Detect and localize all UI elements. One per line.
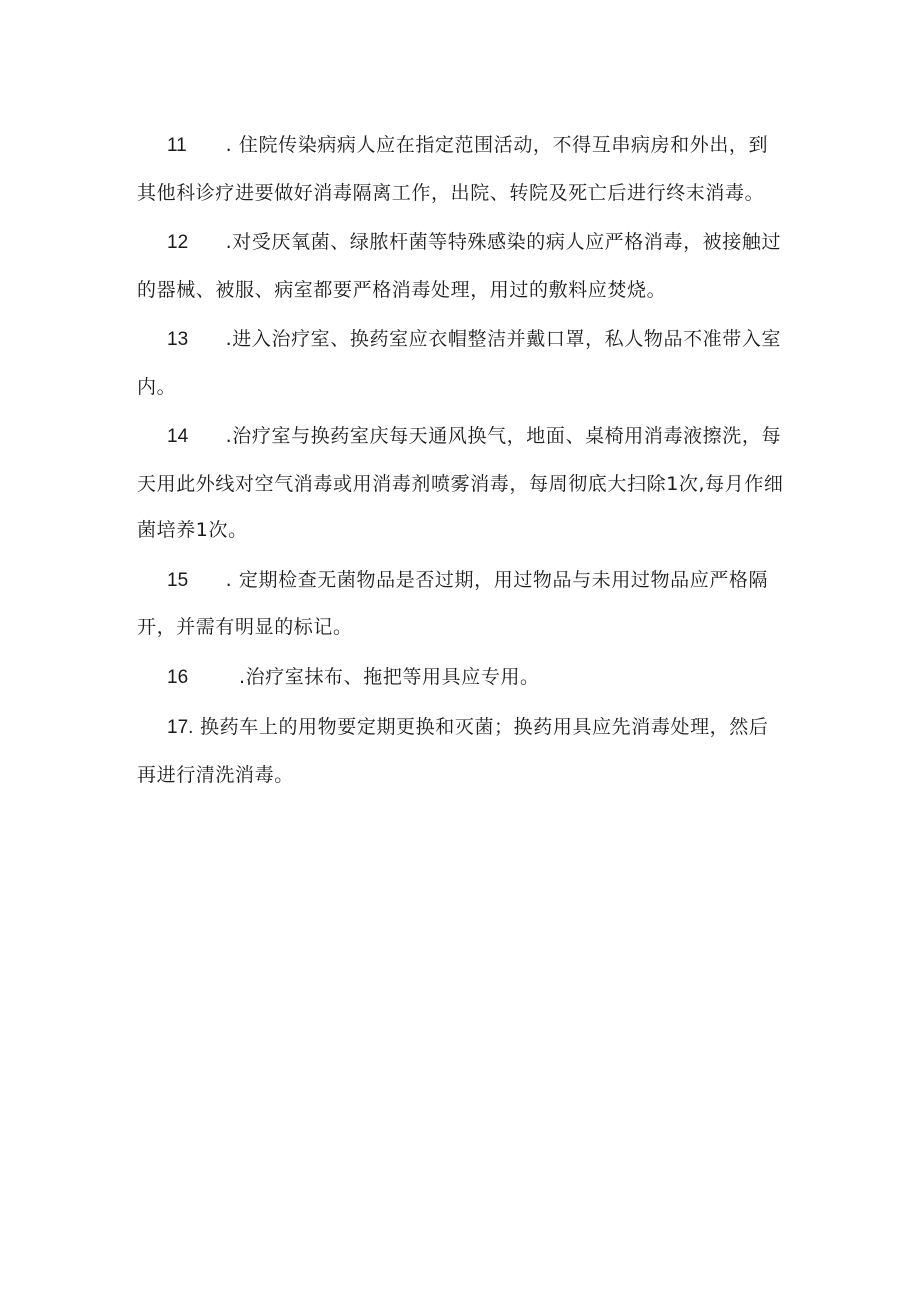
list-item [137, 557, 787, 651]
item-text: 换药车上的用物要定期更换和灭菌；换药用具应先消毒处理，然后再进行清洗消毒。 [137, 716, 769, 786]
item-text: .治疗室抹布、拖把等用具应专用。 [239, 665, 540, 688]
item-text: . 定期检查无菌物品是否过期，用过物品与未用过物品应严格隔开，并需有明显的标记。 [137, 568, 769, 638]
item-number: 12 [167, 232, 189, 253]
item-text: .对受厌氧菌、绿脓杆菌等特殊感染的病人应严格消毒，被接触过的器械、被服、病室都要严格消毒处理，用过的敷料应焚烧。 [137, 231, 782, 301]
list-item [137, 219, 787, 313]
item-number: 13 [167, 329, 189, 350]
list-item [137, 316, 787, 410]
item-text: .治疗室与换药室庆每天通风换气，地面、桌椅用消毒液擦洗，每天用此外线对空气消毒或用消毒剂喷雾消毒，每周彻底大扫除1次,每月作细菌培养1次。 [137, 425, 784, 541]
item-number: 15 [167, 569, 189, 591]
item-number: 14 [167, 426, 189, 447]
list-item [137, 704, 787, 798]
item-text: .进入治疗室、换药室应衣帽整洁并戴口罩，私人物品不准带入室内。 [137, 328, 782, 398]
item-text: . 住院传染病病人应在指定范围活动，不得互串病房和外出，到其他科诊疗进要做好消毒隔离工作，出院、转院及死亡后进行终末消毒。 [137, 134, 769, 204]
item-number: 17. [167, 717, 194, 738]
list-item [137, 122, 787, 216]
list-item [137, 654, 787, 702]
regulation-list [137, 122, 787, 801]
item-number: 11 [167, 135, 187, 156]
list-item [137, 413, 787, 554]
item-number: 16 [167, 666, 189, 688]
